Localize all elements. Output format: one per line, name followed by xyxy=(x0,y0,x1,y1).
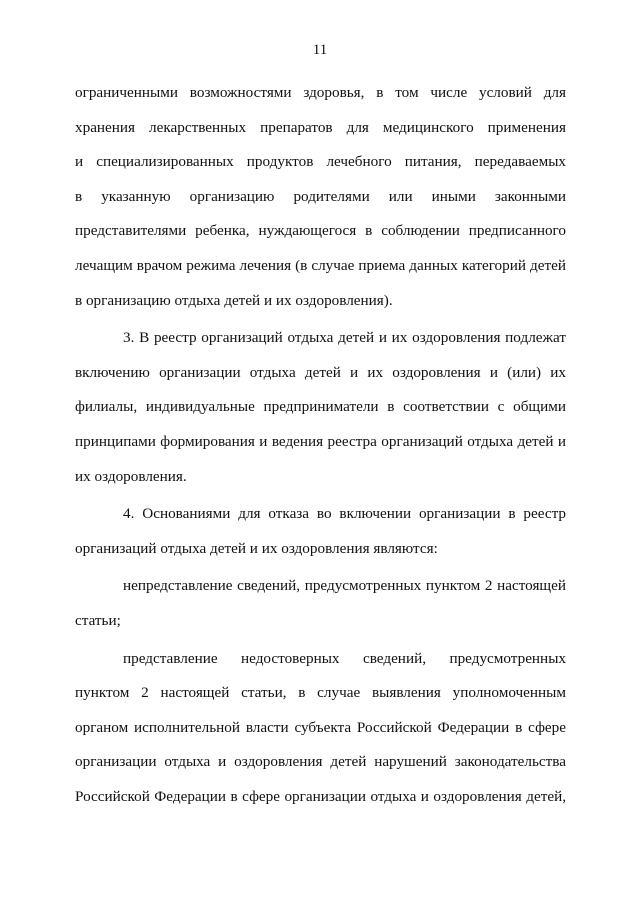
text-line: Российской Федерации в сфере организации отдыха и оздоровления детей, xyxy=(75,787,566,805)
text-line: и специализированных продуктов лечебного питания, передаваемых xyxy=(75,153,566,171)
text-line: филиалы, индивидуальные предприниматели в соответствии с общими xyxy=(75,398,566,416)
text-line: представителями ребенка, нуждающегося в соблюдении предписанного xyxy=(75,222,566,240)
text-line: 4. Основаниями для отказа во включении организации в реестр xyxy=(123,505,566,523)
text-line: в указанную организацию родителями или иными законными xyxy=(75,187,566,205)
text-line: представление недостоверных сведений, предусмотренных xyxy=(123,649,566,667)
text-line: органом исполнительной власти субъекта Российской Федерации в сфере xyxy=(75,718,566,736)
text-line: ограниченными возможностями здоровья, в том числе условий для xyxy=(75,84,566,101)
text-line: их оздоровления. xyxy=(75,467,187,485)
text-line: лечащим врачом режима лечения (в случае приема данных категорий детей xyxy=(75,256,566,274)
text-line: принципами формирования и ведения реестра организаций отдыха детей и xyxy=(75,432,566,450)
text-line: пунктом 2 настоящей статьи, в случае выявления уполномоченным xyxy=(75,684,566,702)
document-body xyxy=(75,76,566,814)
text-line: хранения лекарственных препаратов для медицинского применения xyxy=(75,118,566,136)
page-number: 11 xyxy=(312,42,328,58)
text-line: организации отдыха и оздоровления детей нарушений законодательства xyxy=(75,753,566,771)
text-line: организаций отдыха детей и их оздоровления являются: xyxy=(75,539,438,557)
text-line: непредставление сведений, предусмотренных пунктом 2 настоящей xyxy=(123,577,566,595)
text-line: в организацию отдыха детей и их оздоровления). xyxy=(75,291,393,309)
text-line: 3. В реестр организаций отдыха детей и их оздоровления подлежат xyxy=(123,329,566,347)
text-line: статьи; xyxy=(75,611,121,629)
text-line: включению организации отдыха детей и их оздоровления и (или) их xyxy=(75,363,566,381)
